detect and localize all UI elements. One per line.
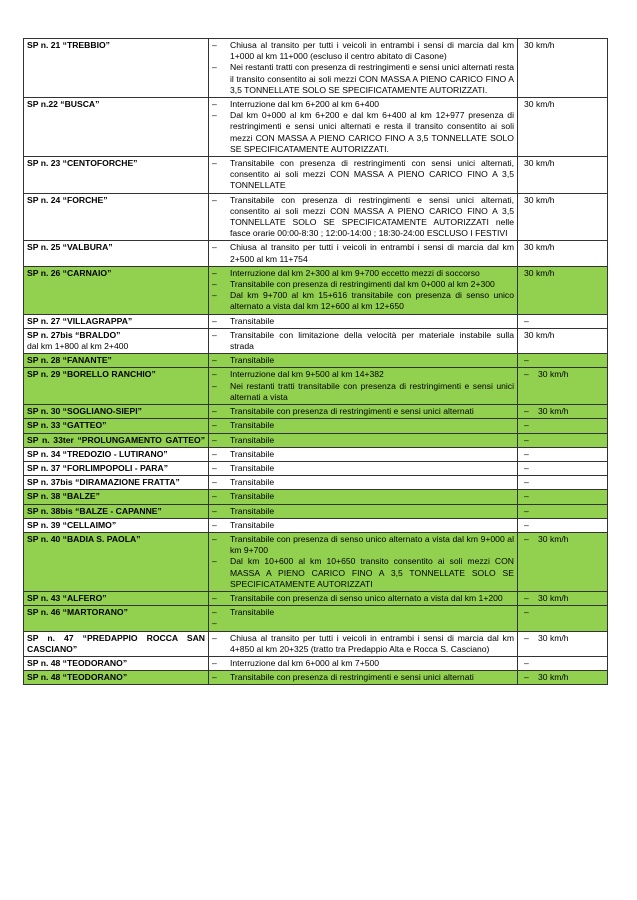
- speed-dash: –: [524, 505, 529, 516]
- road-name: SP n. 27 “VILLAGRAPPA”: [27, 315, 133, 326]
- bullet-dash: –: [212, 315, 217, 326]
- road-name-cell: [24, 518, 209, 532]
- status-item: [212, 290, 514, 312]
- table-row: [24, 354, 608, 368]
- status-item: [212, 520, 514, 531]
- road-name-cell: [24, 368, 209, 405]
- road-name: SP n. 40 “BADIA S. PAOLA”: [27, 533, 141, 544]
- status-text: Transitabile: [230, 462, 275, 473]
- status-item: [212, 618, 514, 629]
- status-text: Transitabile: [230, 607, 275, 618]
- status-text: Transitabile con presenza di senso unico alternato a vista dal km 9+000 al km 9+700: [230, 533, 514, 556]
- road-name-cell: [24, 157, 209, 194]
- road-name-cell: [24, 606, 209, 631]
- road-name-cell: [24, 656, 209, 670]
- speed-limit-cell: [518, 591, 608, 605]
- speed-limit-cell: [518, 671, 608, 685]
- status-cell: [209, 433, 518, 447]
- table-row: [24, 631, 608, 656]
- bullet-dash: –: [212, 491, 217, 502]
- bullet-dash: –: [212, 462, 217, 473]
- status-item: [212, 369, 514, 380]
- road-name-cell: [24, 39, 209, 98]
- status-text: Transitabile: [230, 315, 275, 326]
- road-name: SP n. 37bis “DIRAMAZIONE FRATTA”: [27, 477, 180, 488]
- table-row: [24, 476, 608, 490]
- status-item: [212, 672, 514, 683]
- status-item: [212, 449, 514, 460]
- speed-dash: –: [524, 533, 529, 544]
- status-text: Interruzione dal km 6+200 al km 6+400: [230, 99, 380, 110]
- speed-dash: –: [524, 406, 529, 417]
- road-name-cell: [24, 476, 209, 490]
- status-cell: [209, 314, 518, 328]
- road-name-cell: [24, 354, 209, 368]
- status-text: Transitabile con presenza di restringimenti dal km 0+000 al km 2+300: [230, 279, 495, 290]
- speed-dash: –: [524, 369, 529, 380]
- status-cell: [209, 419, 518, 433]
- status-cell: [209, 532, 518, 591]
- speed-limit-cell: [518, 476, 608, 490]
- speed-limit-cell: [518, 532, 608, 591]
- road-name-cell: [24, 328, 209, 353]
- bullet-dash: –: [212, 158, 217, 169]
- speed-limit: 30 km/h: [538, 632, 569, 643]
- speed-limit-cell: [518, 266, 608, 314]
- speed-limit-cell: [518, 631, 608, 656]
- table-row: [24, 433, 608, 447]
- road-name: SP n. 48 “TEODORANO”: [27, 672, 128, 683]
- speed-limit-cell: [518, 98, 608, 157]
- road-name-cell: [24, 591, 209, 605]
- status-text: Dal km 10+600 al km 10+650 transito consentito ai soli mezzi CON MASSA A PIENO CARICO FINO A 3,5 TONNELLATE SOLO SE SPECIFICATAMENTE AUTORIZZATI: [230, 556, 514, 589]
- road-name: SP n. 38 “BALZE”: [27, 491, 100, 502]
- road-name-cell: [24, 504, 209, 518]
- road-name-cell: [24, 314, 209, 328]
- status-text: Nei restanti tratti con presenza di restringimenti e sensi unici alternati resta il transito consentito ai soli mezzi CON MASSA A PIENO CARICO FINO A 3,5 TONNELLATE SOLO SE SPECIFICATAMENTE AUTORIZZATI.: [230, 62, 514, 95]
- status-cell: [209, 476, 518, 490]
- status-cell: [209, 368, 518, 405]
- speed-dash: –: [524, 632, 529, 643]
- status-item: [212, 381, 514, 403]
- road-name: SP n. 39 “CELLAIMO”: [27, 519, 117, 530]
- speed-limit-cell: [518, 314, 608, 328]
- speed-dash: –: [524, 607, 529, 618]
- status-cell: [209, 39, 518, 98]
- table-row: [24, 532, 608, 591]
- status-cell: [209, 241, 518, 266]
- bullet-dash: –: [212, 194, 217, 205]
- speed-dash: –: [524, 315, 529, 326]
- table-row: [24, 419, 608, 433]
- status-item: [212, 242, 514, 264]
- status-cell: [209, 447, 518, 461]
- road-name-cell: [24, 671, 209, 685]
- speed-limit-cell: [518, 606, 608, 631]
- speed-limit-cell: [518, 461, 608, 475]
- status-item: [212, 330, 514, 352]
- speed-limit: 30 km/h: [524, 267, 555, 278]
- bullet-dash: –: [212, 607, 217, 618]
- speed-limit: 30 km/h: [524, 194, 555, 205]
- table-row: [24, 671, 608, 685]
- table-row: [24, 328, 608, 353]
- road-name: SP n. 47 “PREDAPPIO ROCCA SAN CASCIANO”: [27, 632, 205, 654]
- bullet-dash: –: [212, 533, 217, 544]
- road-name-cell: [24, 193, 209, 241]
- speed-limit-cell: [518, 490, 608, 504]
- speed-limit: 30 km/h: [538, 533, 569, 544]
- bullet-dash: –: [212, 110, 217, 121]
- status-item: [212, 268, 514, 279]
- status-cell: [209, 504, 518, 518]
- road-name-cell: [24, 433, 209, 447]
- status-item: [212, 607, 514, 618]
- speed-limit-cell: [518, 447, 608, 461]
- bullet-dash: –: [212, 380, 217, 391]
- status-item: [212, 406, 514, 417]
- bullet-dash: –: [212, 40, 217, 50]
- status-item: [212, 477, 514, 488]
- road-name: SP n. 21 “TREBBIO”: [27, 40, 110, 50]
- road-name-cell: [24, 419, 209, 433]
- table-row: [24, 591, 608, 605]
- status-text: Dal km 9+700 al km 15+616 transitabile con presenza di senso unico alternato a vista dal km 12+600 al km 12+650: [230, 290, 514, 312]
- road-name: SP n. 24 “FORCHE”: [27, 194, 108, 205]
- bullet-dash: –: [212, 477, 217, 488]
- status-text: Transitabile: [230, 448, 275, 459]
- table-row: [24, 504, 608, 518]
- status-text: Chiusa al transito per tutti i veicoli in entrambi i sensi di marcia dal km 1+000 al km 11+000 (escluso il centro abitato di Casone): [230, 40, 514, 62]
- status-text: Chiusa al transito per tutti i veicoli in entrambi i sensi di marcia dal km 4+850 al km 20+325 (tratto tra Predappio Alta e Rocca S. Casciano): [230, 632, 514, 654]
- status-cell: [209, 461, 518, 475]
- speed-dash: –: [524, 519, 529, 530]
- bullet-dash: –: [212, 420, 217, 431]
- bullet-dash: –: [212, 632, 217, 643]
- road-name: SP n. 23 “CENTOFORCHE”: [27, 158, 138, 169]
- road-name-cell: [24, 461, 209, 475]
- speed-limit-cell: [518, 419, 608, 433]
- status-text: Transitabile con limitazione della velocità per materiale instabile sulla strada: [230, 329, 514, 352]
- status-cell: [209, 98, 518, 157]
- table-row: [24, 266, 608, 314]
- speed-limit: 30 km/h: [524, 158, 555, 169]
- road-name: SP n. 38bis “BALZE - CAPANNE”: [27, 505, 162, 516]
- speed-limit: 30 km/h: [538, 369, 569, 380]
- speed-limit-cell: [518, 656, 608, 670]
- speed-limit-cell: [518, 518, 608, 532]
- bullet-dash: –: [212, 369, 217, 380]
- status-text: Transitabile: [230, 420, 275, 431]
- status-item: [212, 99, 514, 110]
- road-name-cell: [24, 241, 209, 266]
- speed-limit: 30 km/h: [538, 406, 569, 417]
- status-item: [212, 420, 514, 431]
- speed-dash: –: [524, 448, 529, 459]
- speed-dash: –: [524, 355, 529, 366]
- table-row: [24, 447, 608, 461]
- speed-limit-cell: [518, 193, 608, 241]
- status-cell: [209, 606, 518, 631]
- road-name: SP n. 30 “SOGLIANO-SIEPI”: [27, 406, 142, 417]
- road-name: SP n.22 “BUSCA”: [27, 99, 100, 110]
- speed-limit-cell: [518, 433, 608, 447]
- speed-limit-cell: [518, 157, 608, 194]
- road-name: SP n. 25 “VALBURA”: [27, 242, 113, 253]
- speed-limit-cell: [518, 504, 608, 518]
- status-item: [212, 534, 514, 556]
- bullet-dash: –: [212, 618, 217, 629]
- speed-limit: 30 km/h: [524, 99, 555, 110]
- status-text: Transitabile con presenza di restringimenti con sensi unici alternati, consentito ai soli mezzi CON MASSA A PIENO CARICO FINO A 3,5 TONNELLATE: [230, 158, 514, 191]
- status-text: Nei restanti tratti transitabile con presenza di restringimenti e sensi unici alternati a vista: [230, 380, 514, 402]
- road-name-cell: [24, 447, 209, 461]
- speed-limit-cell: [518, 241, 608, 266]
- road-name-cell: [24, 266, 209, 314]
- table-row: [24, 241, 608, 266]
- speed-limit: 30 km/h: [524, 329, 555, 340]
- status-text: Transitabile con presenza di restringimenti e sensi unici alternati: [230, 672, 474, 683]
- status-text: Transitabile: [230, 505, 275, 516]
- road-name: SP n. 37 “FORLIMPOPOLI - PARA”: [27, 462, 169, 473]
- status-cell: [209, 671, 518, 685]
- bullet-dash: –: [212, 242, 217, 253]
- road-segment: dal km 1+800 al km 2+400: [27, 341, 129, 352]
- table-row: [24, 39, 608, 98]
- status-text: Dal km 0+000 al km 6+200 e dal km 6+400 al km 12+977 presenza di restringimenti e sensi unici alternati e resta il transito consentito ai soli mezzi CON MASSA A PIENO CARICO FINO A 3,5 TONNELLATE SOLO SE SPECIFICATAMENTE AUTORIZZATI.: [230, 110, 514, 154]
- status-text: Chiusa al transito per tutti i veicoli in entrambi i sensi di marcia dal km 2+500 al km 11+754: [230, 242, 514, 264]
- speed-dash: –: [524, 477, 529, 488]
- speed-dash: –: [524, 420, 529, 431]
- table-row: [24, 157, 608, 194]
- speed-limit-cell: [518, 354, 608, 368]
- table-row: [24, 314, 608, 328]
- status-cell: [209, 354, 518, 368]
- road-name-cell: [24, 532, 209, 591]
- table-row: [24, 518, 608, 532]
- table-row: [24, 193, 608, 241]
- status-text: Transitabile: [230, 434, 275, 445]
- status-cell: [209, 518, 518, 532]
- status-text: Transitabile: [230, 477, 275, 488]
- bullet-dash: –: [212, 99, 217, 110]
- road-name: SP n. 27bis “BRALDO”: [27, 329, 121, 340]
- road-name: SP n. 48 “TEODORANO”: [27, 657, 128, 668]
- status-item: [212, 593, 514, 604]
- status-cell: [209, 328, 518, 353]
- speed-dash: –: [524, 672, 529, 683]
- road-status-table: [23, 38, 608, 685]
- speed-limit-cell: [518, 368, 608, 405]
- road-name-cell: [24, 98, 209, 157]
- road-name: SP n. 33 “GATTEO”: [27, 420, 107, 431]
- bullet-dash: –: [212, 355, 217, 366]
- table-row: [24, 98, 608, 157]
- road-name: SP n. 43 “ALFERO”: [27, 592, 107, 603]
- status-cell: [209, 631, 518, 656]
- status-cell: [209, 193, 518, 241]
- bullet-dash: –: [212, 505, 217, 516]
- status-text: Transitabile: [230, 355, 275, 366]
- status-cell: [209, 266, 518, 314]
- table-row: [24, 405, 608, 419]
- status-cell: [209, 656, 518, 670]
- table-row: [24, 461, 608, 475]
- table-row: [24, 606, 608, 631]
- status-text: Transitabile con presenza di restringimenti e sensi unici alternati, consentito ai soli mezzi CON MASSA A PIENO CARICO FINO A 3,5 TONNELLATE SOLO SE SPECIFICATAMENTE AUTORIZZATI nelle fasce orarie 00:00-8:30 ; 12:00-14:00 ; 18:30-24:00 ESCLUSO I FESTIVI: [230, 194, 514, 239]
- status-cell: [209, 405, 518, 419]
- status-item: [212, 355, 514, 366]
- status-item: [212, 195, 514, 240]
- bullet-dash: –: [212, 448, 217, 459]
- speed-limit: 30 km/h: [524, 242, 555, 253]
- speed-dash: –: [524, 657, 529, 668]
- status-text: Transitabile: [230, 519, 275, 530]
- speed-dash: –: [524, 434, 529, 445]
- speed-dash: –: [524, 462, 529, 473]
- road-name-cell: [24, 631, 209, 656]
- status-item: [212, 40, 514, 62]
- status-cell: [209, 591, 518, 605]
- status-item: [212, 658, 514, 669]
- status-item: [212, 435, 514, 446]
- status-item: [212, 62, 514, 96]
- road-name-cell: [24, 405, 209, 419]
- table-body: [24, 39, 608, 685]
- bullet-dash: –: [212, 657, 217, 668]
- status-text: Interruzione dal km 2+300 al km 9+700 eccetto mezzi di soccorso: [230, 267, 480, 278]
- status-item: [212, 463, 514, 474]
- road-name: SP n. 29 “BORELLO RANCHIO”: [27, 369, 156, 380]
- bullet-dash: –: [212, 519, 217, 530]
- status-item: [212, 491, 514, 502]
- bullet-dash: –: [212, 279, 217, 290]
- speed-limit-cell: [518, 405, 608, 419]
- bullet-dash: –: [212, 329, 217, 340]
- table-row: [24, 490, 608, 504]
- bullet-dash: –: [212, 406, 217, 417]
- status-item: [212, 158, 514, 192]
- road-name: SP n. 34 “TREDOZIO - LUTIRANO”: [27, 448, 168, 459]
- bullet-dash: –: [212, 672, 217, 683]
- status-text: Transitabile con presenza di senso unico alternato a vista dal km 1+200: [230, 592, 503, 603]
- bullet-dash: –: [212, 592, 217, 603]
- status-text: Transitabile: [230, 491, 275, 502]
- road-name: SP n. 26 “CARNAIO”: [27, 267, 112, 278]
- speed-limit: 30 km/h: [524, 40, 555, 50]
- bullet-dash: –: [212, 556, 217, 567]
- status-item: [212, 556, 514, 590]
- speed-limit: 30 km/h: [538, 672, 569, 683]
- speed-limit-cell: [518, 39, 608, 98]
- table-row: [24, 368, 608, 405]
- bullet-dash: –: [212, 62, 217, 73]
- speed-limit: 30 km/h: [538, 592, 569, 603]
- road-name: SP n. 46 “MARTORANO”: [27, 607, 128, 618]
- status-item: [212, 633, 514, 655]
- table-row: [24, 656, 608, 670]
- status-item: [212, 110, 514, 155]
- status-text: Interruzione dal km 9+500 al km 14+382: [230, 369, 384, 380]
- speed-dash: –: [524, 491, 529, 502]
- status-text: Transitabile con presenza di restringimenti e sensi unici alternati: [230, 406, 474, 417]
- bullet-dash: –: [212, 434, 217, 445]
- speed-limit-cell: [518, 328, 608, 353]
- bullet-dash: –: [212, 267, 217, 278]
- status-cell: [209, 490, 518, 504]
- status-item: [212, 316, 514, 327]
- status-text: Interruzione dal km 6+000 al km 7+500: [230, 657, 380, 668]
- status-item: [212, 279, 514, 290]
- bullet-dash: –: [212, 290, 217, 301]
- status-item: [212, 506, 514, 517]
- status-cell: [209, 157, 518, 194]
- speed-dash: –: [524, 592, 529, 603]
- road-name: SP n. 33ter “PROLUNGAMENTO GATTEO”: [27, 434, 205, 445]
- status-text: [230, 618, 514, 629]
- road-name: SP n. 28 “FANANTE”: [27, 355, 112, 366]
- road-name-cell: [24, 490, 209, 504]
